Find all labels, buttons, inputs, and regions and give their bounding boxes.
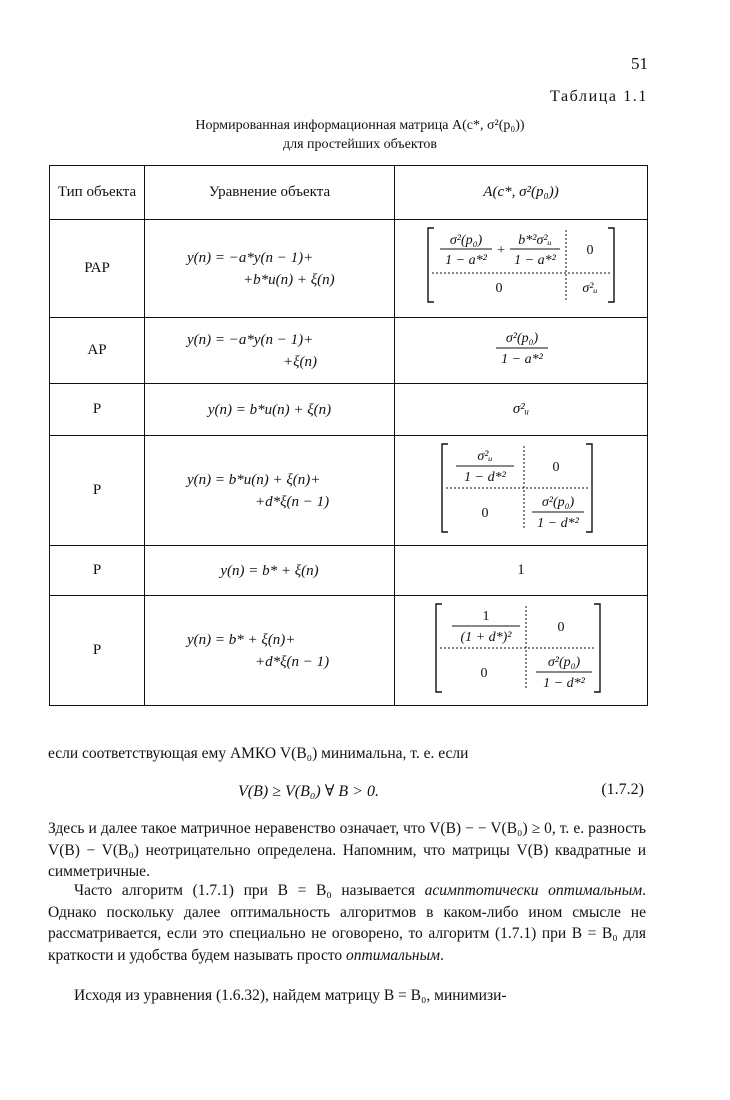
row-equation: [145, 384, 395, 436]
m12: 0: [557, 620, 565, 635]
information-matrix-table: [49, 165, 648, 706]
table-caption: [60, 116, 660, 154]
m11-denominator-2: 1 − a*²: [514, 253, 556, 268]
fraction-numerator: σ²(p₀): [505, 331, 539, 346]
m22-denominator: 1 − d*²: [537, 516, 579, 531]
equation-line: y(n) = b* + ξ(n): [220, 562, 319, 579]
fraction-denominator: 1 − a*²: [501, 352, 543, 367]
matrix-2x2-formula: [396, 220, 646, 312]
row-matrix: [395, 596, 648, 706]
table-label: Таблица 1.1: [549, 88, 648, 105]
m12: 0: [586, 243, 594, 258]
formula-number: (1.7.2): [601, 781, 644, 798]
equation-line-2: +d*ξ(n − 1): [255, 493, 330, 510]
row-matrix: σ²ᵤ: [395, 384, 648, 436]
m12: 0: [552, 460, 560, 475]
header-object-equation: Уравнение объекта: [145, 166, 395, 220]
row-equation: [145, 546, 395, 596]
row-equation: [145, 596, 395, 706]
table-row: [50, 596, 648, 706]
row-type: Р: [50, 436, 145, 546]
row-type: Р: [50, 384, 145, 436]
m21: 0: [481, 506, 489, 521]
m11-numerator-2: b*²σ²ᵤ: [518, 233, 552, 248]
m21: 0: [480, 666, 488, 681]
page-number: 51: [631, 54, 648, 73]
m22-numerator: σ²(p₀): [541, 495, 575, 510]
m22: σ²ᵤ: [582, 281, 598, 296]
m11-numerator-1: σ²(p₀): [449, 233, 483, 248]
table-row: [50, 220, 648, 318]
row-matrix: [395, 318, 648, 384]
paragraph-3-text-b: . Однако поскольку далее оптимальность алгоритмов в каком-либо ином смысле не рассматривается, если это специально не оговорено, то алгоритм (1.7.1) при B = B₀ для краткости и удобства будем называть просто: [48, 882, 646, 964]
formula-expression: V(B) ≥ V(B₀) ∀ B > 0.: [238, 783, 379, 800]
scalar-fraction: [396, 320, 646, 376]
m11-denominator: (1 + d*)²: [460, 630, 512, 645]
caption-line-1: Нормированная информационная матрица A(c*, σ²(p₀)): [195, 118, 525, 133]
header-matrix: A(c*, σ²(p₀)): [395, 166, 648, 220]
paragraph-3-text-c: .: [440, 946, 444, 964]
equation-line-1: y(n) = b*u(n) + ξ(n)+: [187, 471, 321, 488]
equation-line-1: y(n) = b* + ξ(n)+: [187, 631, 296, 648]
matrix-2x2-formula: [396, 436, 646, 540]
row-type: РАР: [50, 220, 145, 318]
m11-denominator-1: 1 − a*²: [445, 253, 487, 268]
row-type: АР: [50, 318, 145, 384]
row-matrix: 1: [395, 546, 648, 596]
paragraph-3-text-a: Часто алгоритм (1.7.1) при B = B₀ называется: [74, 882, 425, 899]
equation-line-1: y(n) = −a*y(n − 1)+: [187, 331, 314, 348]
row-matrix: [395, 220, 648, 318]
row-type: Р: [50, 546, 145, 596]
table-row: [50, 318, 648, 384]
row-matrix: [395, 436, 648, 546]
row-equation: [145, 318, 395, 384]
plus-sign: +: [496, 243, 506, 258]
row-type: Р: [50, 596, 145, 706]
table-row: [50, 436, 648, 546]
table-header-row: [50, 166, 648, 220]
paragraph-3-emphasis-1: асимптотически оптимальным: [424, 882, 643, 899]
m11-denominator: 1 − d*²: [464, 470, 506, 485]
caption-line-2: для простейших объектов: [282, 137, 438, 152]
paragraph-2: Здесь и далее такое матричное неравенство означает, что V(B) − − V(B₀) ≥ 0, т. е. разность V(B) − V(B₀) неотрицательно определена. Напомним, что матрицы V(B) квадратные и симметричные.: [48, 820, 646, 880]
table-row: [50, 546, 648, 596]
m22-numerator: σ²(p₀): [547, 655, 581, 670]
m22-denominator: 1 − d*²: [543, 676, 585, 691]
equation-line-1: y(n) = −a*y(n − 1)+: [187, 249, 314, 266]
matrix-2x2-formula: [396, 596, 646, 700]
paragraph-4: Исходя из уравнения (1.6.32), найдем матрицу B = B₀, минимизи-: [74, 987, 507, 1004]
equation-line-2: +b*u(n) + ξ(n): [243, 271, 335, 288]
m11-numerator: 1: [482, 609, 490, 624]
paragraph-1: если соответствующая ему АМКО V(B₀) минимальна, т. е. если: [48, 745, 469, 762]
table-row: [50, 384, 648, 436]
paragraph-3: [48, 880, 646, 966]
m21: 0: [495, 281, 503, 296]
row-equation: [145, 220, 395, 318]
display-formula: [48, 781, 646, 805]
row-equation: [145, 436, 395, 546]
equation-line: y(n) = b*u(n) + ξ(n): [207, 401, 332, 418]
paragraph-3-emphasis-2: оптимальным: [346, 946, 441, 964]
equation-line-2: +d*ξ(n − 1): [255, 653, 330, 670]
m11-numerator: σ²ᵤ: [477, 449, 493, 464]
equation-line-2: +ξ(n): [283, 353, 318, 370]
header-object-type: Тип объекта: [50, 166, 145, 220]
